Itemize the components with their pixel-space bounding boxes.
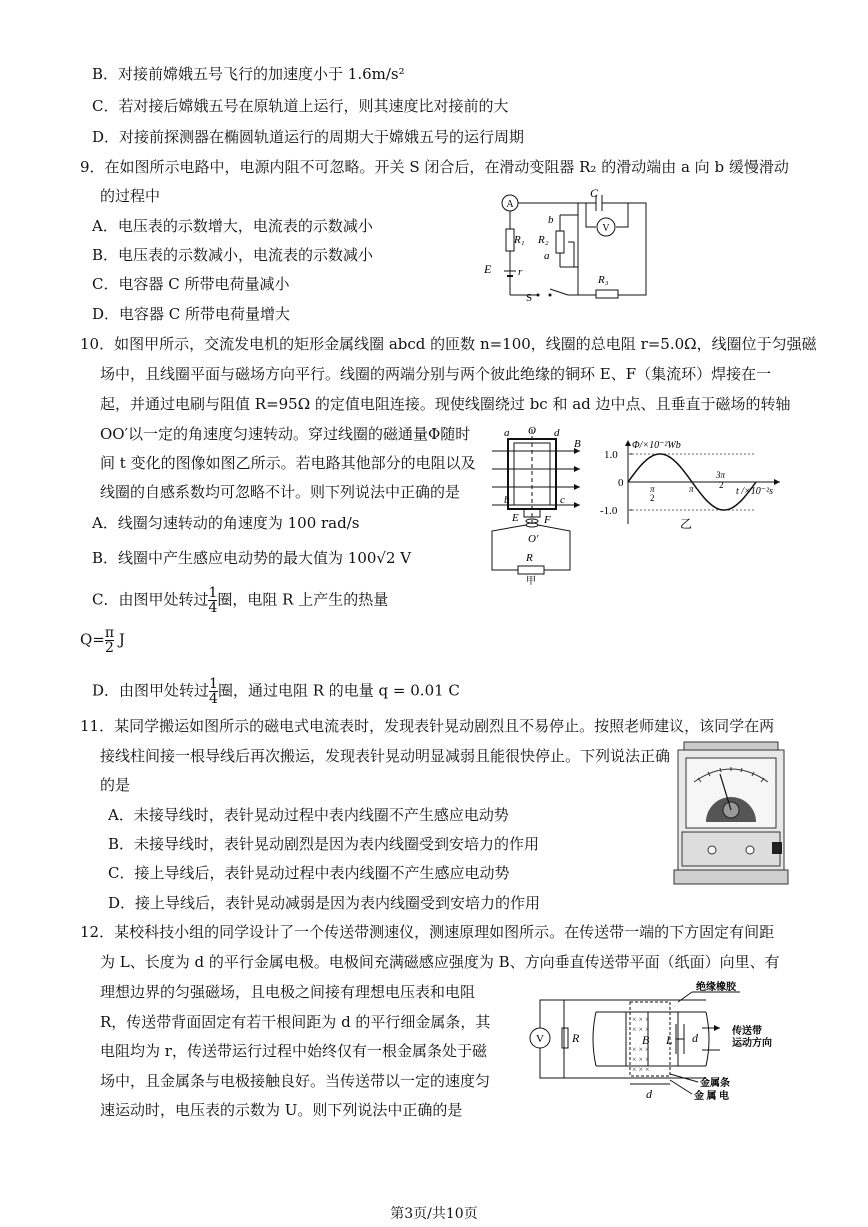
belt-speedometer-diagram <box>526 982 794 1102</box>
belt-direction-label-2: 运动方向 <box>732 1038 772 1049</box>
q10-line3: 起，并通过电刷与阻值 R=95Ω 的定值电阻连接。现使线圈绕过 bc 和 ad 边中点、且垂直于磁场的转轴 <box>100 395 791 413</box>
svg-text:× × ×: × × × <box>632 1015 650 1024</box>
xtick-pi: π <box>689 484 694 494</box>
q10-option-c-suffix: 圈，电阻 R 上产生的热量 <box>217 590 389 609</box>
q10-option-b: B．线圈中产生感应电动势的最大值为 100√2 V <box>92 549 412 567</box>
resistor-r-label-12: R <box>572 1031 580 1045</box>
r3-label: R₃ <box>598 274 609 286</box>
svg-text:× × ×: × × × <box>632 1045 650 1054</box>
svg-text:× × ×: × × × <box>632 1055 650 1064</box>
q10-option-c-prefix: C．由图甲处转过 <box>92 590 209 609</box>
q10-generator-figure <box>484 425 594 585</box>
svg-text:× × ×: × × × <box>632 1065 650 1074</box>
q11-line2: 接线柱间接一根导线后再次搬运，发现表针晃动明显减弱且能很快停止。下列说法正确 <box>100 747 671 765</box>
q8-option-d: D．对接前探测器在椭圆轨道运行的周期大于嫦娥五号的运行周期 <box>92 128 525 146</box>
q9-option-b: B．电压表的示数减小，电流表的示数减小 <box>92 246 374 264</box>
belt-direction-label-1: 传送带 <box>732 1026 762 1037</box>
metal-electrode-label: 金 属 电 <box>694 1091 729 1102</box>
internal-r-label: r <box>518 266 523 278</box>
q11-option-a: A．未接导线时，表针晃动过程中表内线圈不产生感应电动势 <box>108 806 509 824</box>
r2-label: R₂ <box>538 234 549 246</box>
switch-label: S <box>526 292 533 304</box>
q11-option-d: D．接上导线后，表针晃动减弱是因为表内线圈受到安培力的作用 <box>108 894 541 912</box>
q10-option-c-formula: Q= $\frac{\pi}{2}$ J <box>80 625 125 656</box>
ring-f-label: F <box>544 514 551 526</box>
xtick-pi-2-den: 2 <box>650 493 655 503</box>
quarter-fraction: $\frac{1}{4}$ <box>208 585 218 616</box>
q10-line5: 间 t 变化的图像如图乙所示。若电路其他部分的电阻以及 <box>100 454 476 472</box>
corner-b-label: b <box>504 494 510 506</box>
q10-option-c <box>92 586 388 615</box>
fig-yi-label: 乙 <box>680 517 693 531</box>
ring-e-label: E <box>512 512 519 524</box>
corner-c-label: c <box>560 494 565 506</box>
ammeter-label: A <box>506 199 514 210</box>
ytick-top: 1.0 <box>604 449 618 461</box>
corner-d-label: d <box>554 427 560 439</box>
fig-jia-label: 甲 <box>526 576 536 587</box>
q12-line7: 速运动时，电压表的示数为 U。则下列说法中正确的是 <box>100 1101 463 1119</box>
q9-stem-line1: 9．在如图所示电路中，电源内阻不可忽略。开关 S 闭合后，在滑动变阻器 R₂ 的滑动端由 a 向 b 缓慢滑动 <box>80 158 789 176</box>
q10-option-d-suffix: 圈，通过电阻 R 的电量 q = 0.01 C <box>217 681 460 700</box>
q9-stem-line2: 的过程中 <box>100 187 161 205</box>
q8-option-b: B．对接前嫦娥五号飞行的加速度小于 1.6m/s² <box>92 65 405 83</box>
q11-line3: 的是 <box>100 776 131 794</box>
q10-option-d-prefix: D．由图甲处转过 <box>92 681 210 700</box>
electrode-d-label: d <box>646 1087 652 1101</box>
pi-over-2-fraction: $\frac{\pi}{2}$ <box>104 625 115 656</box>
axis-o-label: O <box>528 425 536 437</box>
q8-option-c: C．若对接后嫦娥五号在原轨道上运行，则其速度比对接前的大 <box>92 97 509 115</box>
q12-line4: R，传送带背面固定有若干根间距为 d 的平行细金属条，其 <box>100 1013 491 1031</box>
spacing-d-label: d <box>692 1031 698 1045</box>
origin-label: 0 <box>618 477 624 489</box>
xtick-pi-2: π <box>650 484 655 494</box>
q9-option-a: A．电压表的示数增大，电流表的示数减小 <box>92 217 373 235</box>
voltmeter-v-label: V <box>536 1033 544 1045</box>
time-axis-label: t /×10⁻²s <box>736 486 773 497</box>
metal-strip-label: 金属条 <box>700 1078 730 1089</box>
insulating-rubber-label: 绝缘橡胶 <box>696 982 736 993</box>
r1-label: R₁ <box>514 234 525 246</box>
ytick-bottom: -1.0 <box>600 505 618 517</box>
q11-option-b: B．未接导线时，表针晃动剧烈是因为表内线圈受到安培力的作用 <box>108 835 540 853</box>
emf-label: E <box>484 262 492 276</box>
b-field-label: B <box>574 438 581 450</box>
q12-line3: 理想边界的匀强磁场，且电极之间接有理想电压表和电阻 <box>100 983 476 1001</box>
q9-circuit-diagram <box>478 185 658 305</box>
q12-line5: 电阻均为 r，传送带运行过程中始终仅有一根金属条处于磁 <box>100 1042 487 1060</box>
flux-chart <box>598 436 788 532</box>
point-b-label: b <box>548 214 554 226</box>
flux-axis-label: Φ/×10⁻²Wb <box>632 440 681 451</box>
q10-option-d <box>92 677 460 706</box>
axis-o-prime-label: O′ <box>528 533 539 545</box>
q12-line2: 为 L、长度为 d 的平行金属电极。电极间充满磁感应强度为 B、方向垂直传送带平面（纸面）向里、有 <box>100 953 780 971</box>
voltmeter-label: V <box>602 223 610 234</box>
q10-line4: OO′以一定的角速度匀速转动。穿过线圈的磁通量Φ随时 <box>100 425 471 443</box>
q11-option-c: C．接上导线后，表针晃动过程中表内线圈不产生感应电动势 <box>108 864 510 882</box>
q10-option-a: A．线圈匀速转动的角速度为 100 rad/s <box>92 514 360 532</box>
length-l-label: L <box>666 1033 673 1047</box>
capacitor-label: C <box>590 186 599 200</box>
q9-option-d: D．电容器 C 所带电荷量增大 <box>92 305 291 323</box>
q11-line1: 11．某同学搬运如图所示的磁电式电流表时，发现表针晃动剧烈且不易停止。按照老师建议，该同学在两 <box>80 717 775 735</box>
q12-line6: 场中，且金属条与电极接触良好。当传送带以一定的速度匀 <box>100 1072 491 1090</box>
corner-a-label: a <box>504 427 510 439</box>
q10-line6: 线圈的自感系数均可忽略不计。则下列说法中正确的是 <box>100 483 461 501</box>
point-a-label: a <box>544 250 550 262</box>
q9-option-c: C．电容器 C 所带电荷量减小 <box>92 275 290 293</box>
q10-line1: 10．如图甲所示，交流发电机的矩形金属线圈 abcd 的匝数 n=100，线圈的总电阻 r=5.0Ω，线圈位于匀强磁 <box>80 335 817 353</box>
svg-text:× × ×: × × × <box>632 1025 650 1034</box>
q10-line2: 场中，且线圈平面与磁场方向平行。线圈的两端分别与两个彼此绝缘的铜环 E、F（集流环）焊接在一 <box>100 365 772 383</box>
quarter-fraction-d: $\frac{1}{4}$ <box>209 676 218 707</box>
xtick-3pi-2-den: 2 <box>719 480 724 490</box>
q12-line1: 12．某校科技小组的同学设计了一个传送带测速仪，测速原理如图所示。在传送带一端的下方固定有间距 <box>80 923 775 941</box>
resistor-r-label: R <box>526 552 533 564</box>
field-b-label: B <box>642 1033 650 1047</box>
page-footer: 第3页/共10页 <box>390 1206 478 1222</box>
galvanometer-illustration <box>672 738 790 888</box>
xtick-3pi-2: 3π <box>716 470 726 480</box>
